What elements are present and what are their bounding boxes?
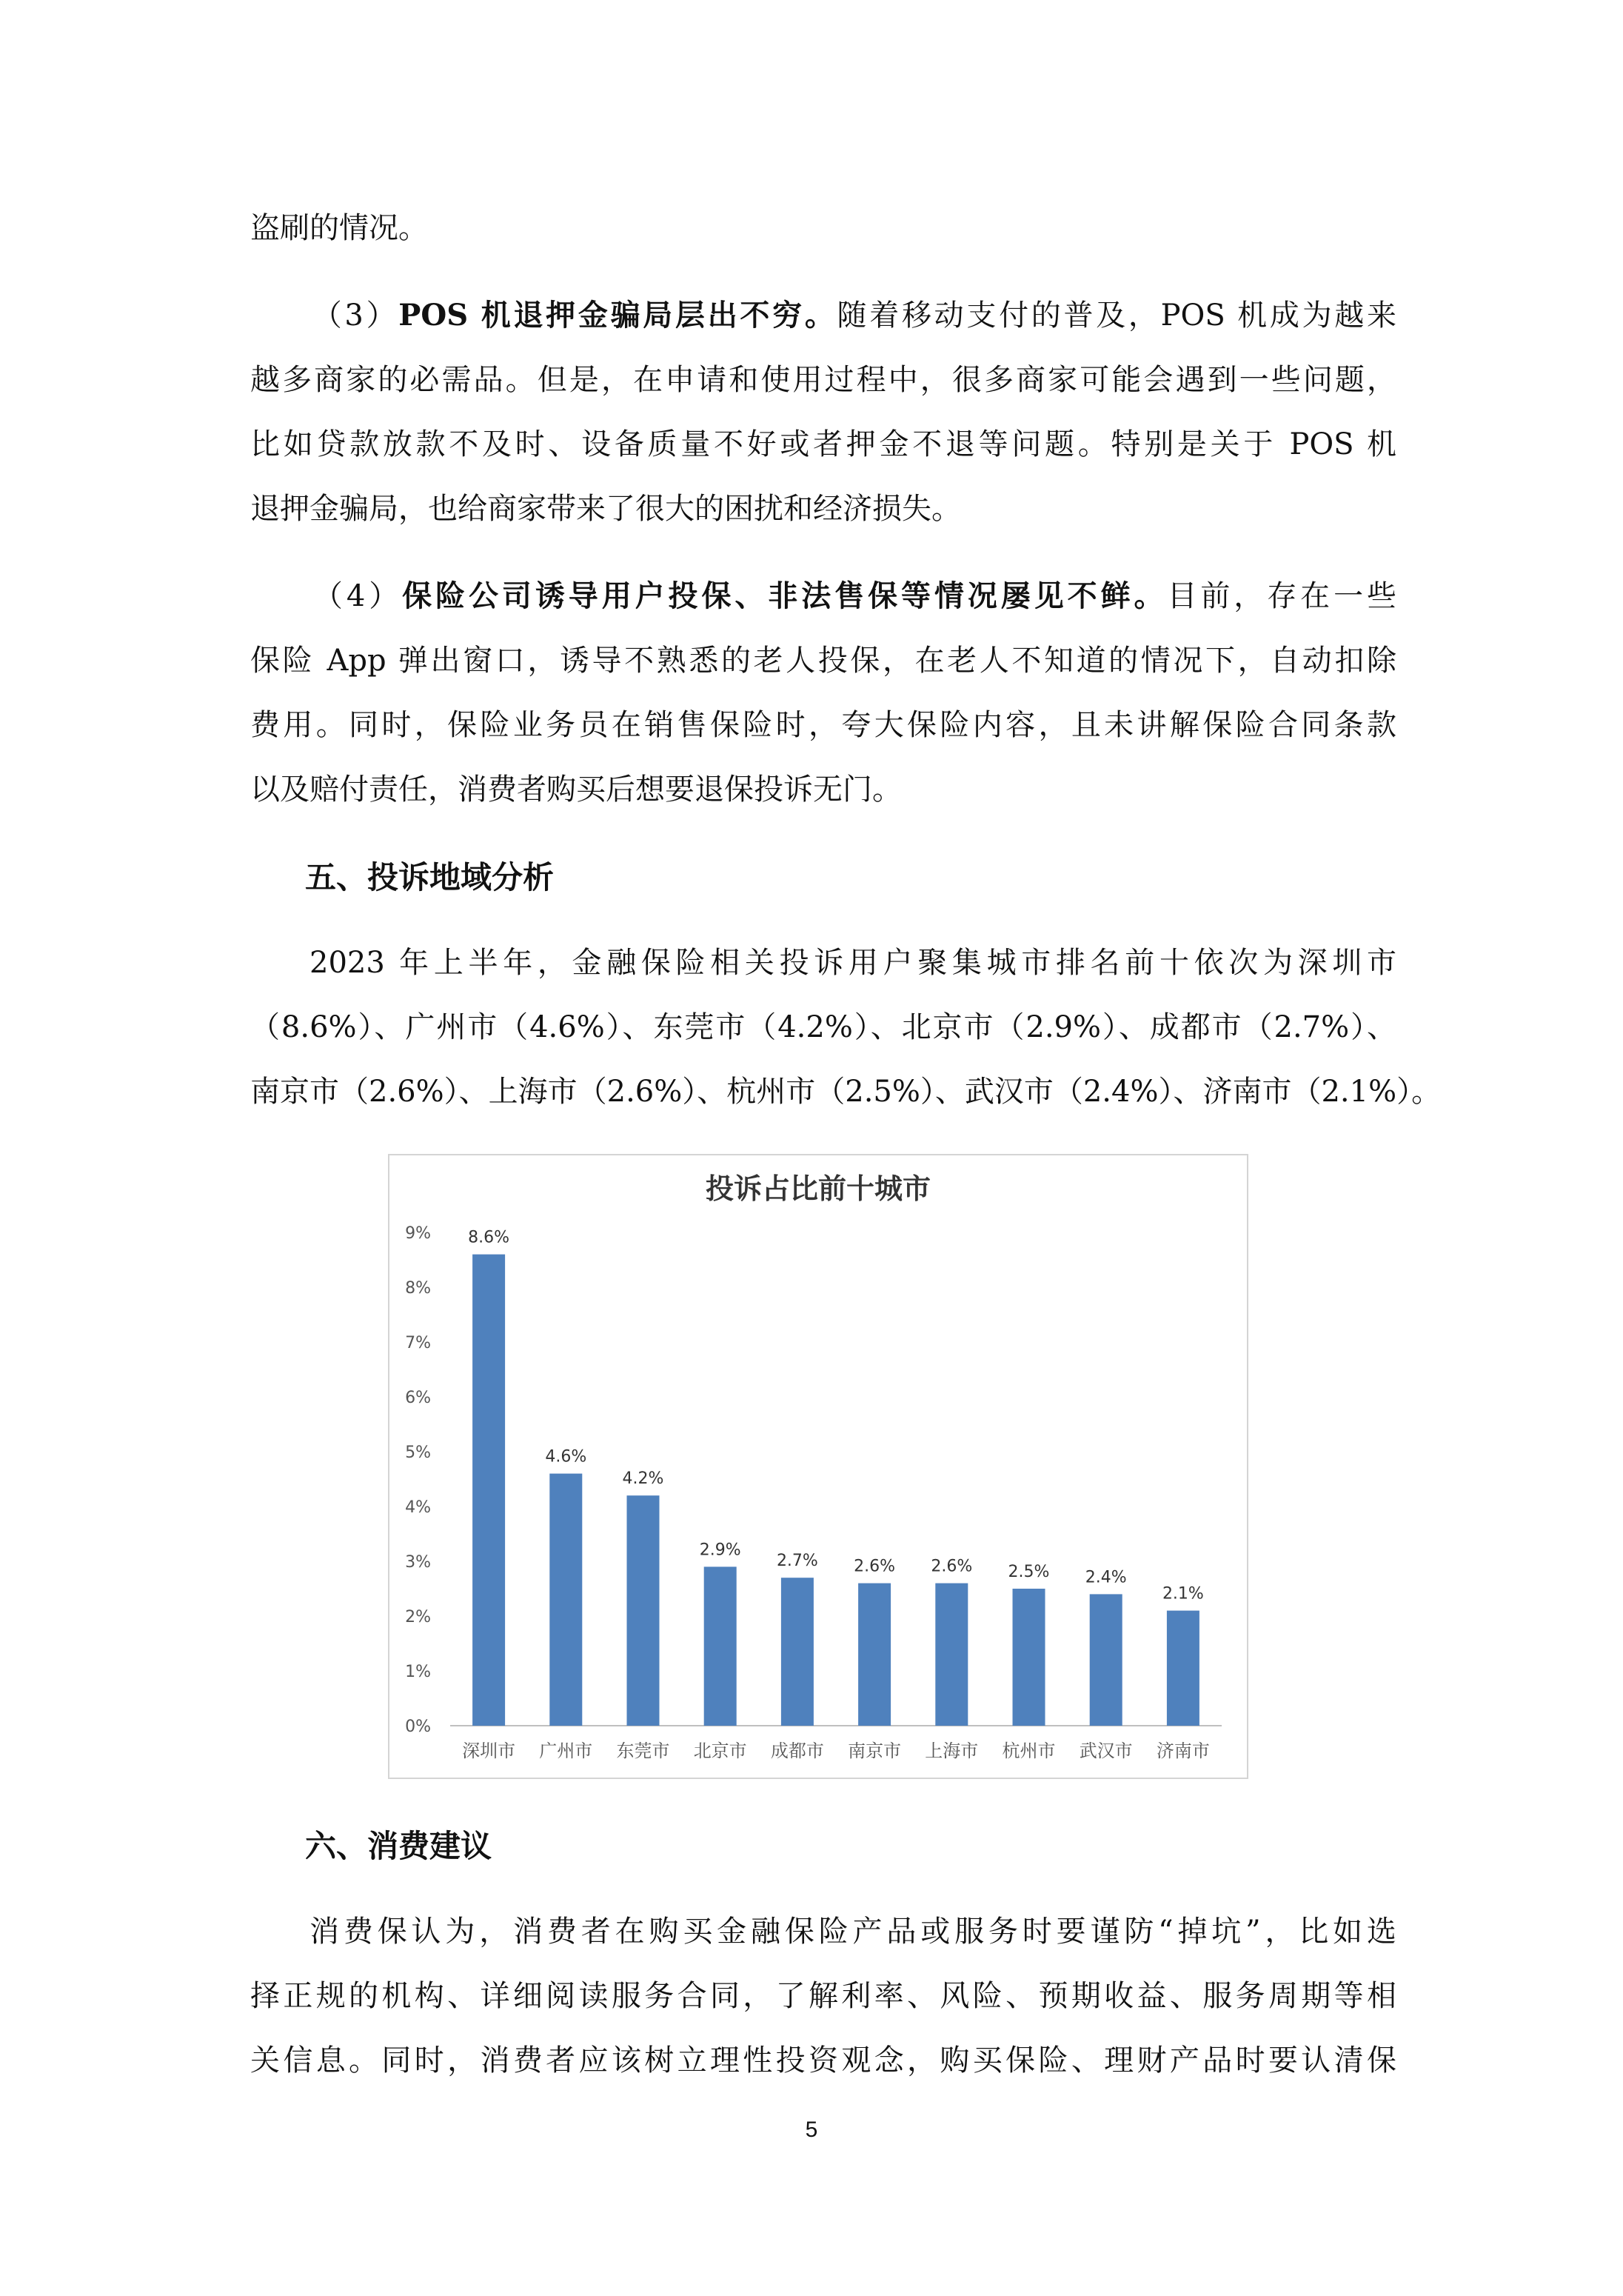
- paragraph-line: 退押金骗局，也给商家带来了很大的困扰和经济损失。: [250, 492, 961, 526]
- x-tick-label: 北京市: [693, 1741, 747, 1761]
- page-number: 5: [805, 2118, 818, 2142]
- paragraph-line: 消费保认为，消费者在购买金融保险产品或服务时要谨防“掉坑”，比如选: [309, 1915, 1396, 1949]
- paragraph-line: 择正规的机构、详细阅读服务合同，了解利率、风险、预期收益、服务周期等相: [250, 1979, 1396, 2013]
- paragraph-line: 费用。同时，保险业务员在销售保险时，夸大保险内容，且未讲解保险合同条款: [250, 708, 1396, 742]
- bar-6: [858, 1583, 891, 1726]
- y-tick-label: 4%: [405, 1498, 431, 1517]
- x-tick-label: 深圳市: [462, 1741, 516, 1761]
- data-label: 2.7%: [776, 1552, 818, 1571]
- bar-4: [704, 1566, 737, 1726]
- paragraph-line: 2023 年上半年，金融保险相关投诉用户聚集城市排名前十依次为深圳市: [309, 946, 1396, 980]
- city-complaint-chart: [388, 1154, 1248, 1779]
- y-tick-label: 8%: [405, 1279, 431, 1298]
- paragraph-line: 以及赔付责任，消费者购买后想要退保投诉无门。: [250, 772, 902, 807]
- bar-10: [1167, 1611, 1199, 1726]
- x-tick-label: 武汉市: [1079, 1741, 1133, 1761]
- y-tick-label: 3%: [405, 1553, 431, 1572]
- data-label: 2.5%: [1008, 1563, 1050, 1581]
- y-tick-label: 0%: [405, 1718, 431, 1736]
- item-number-4: （4）: [309, 579, 403, 613]
- item-3-heading: POS 机退押金骗局层出不穷。: [398, 298, 837, 333]
- paragraph-line: （8.6%）、广州市（4.6%）、东莞市（4.2%）、北京市（2.9%）、成都市（2.7%）、: [250, 1010, 1396, 1044]
- bar-2: [549, 1474, 582, 1726]
- data-label: 8.6%: [468, 1228, 510, 1247]
- x-tick-label: 上海市: [925, 1741, 979, 1761]
- item-number-3: （3）: [309, 298, 399, 333]
- paragraph-4-first-line: [250, 578, 1396, 614]
- section-heading-6: 六、消费建议: [305, 1828, 492, 1864]
- x-tick-label: 东莞市: [616, 1741, 670, 1761]
- y-tick-label: 5%: [405, 1444, 431, 1462]
- data-label: 4.2%: [622, 1469, 664, 1489]
- data-label: 2.1%: [1162, 1584, 1204, 1603]
- data-label: 2.6%: [854, 1557, 896, 1576]
- x-tick-label: 广州市: [539, 1741, 593, 1761]
- paragraph-line: 越多商家的必需品。但是，在申请和使用过程中，很多商家可能会遇到一些问题，: [250, 363, 1396, 397]
- y-tick-label: 9%: [405, 1224, 431, 1243]
- bar-3: [627, 1495, 660, 1726]
- paragraph-line: 比如贷款放款不及时、设备质量不好或者押金不退等问题。特别是关于 POS 机: [250, 427, 1396, 461]
- x-tick-label: 济南市: [1156, 1741, 1210, 1761]
- bar-1: [472, 1255, 505, 1726]
- bar-5: [781, 1578, 814, 1726]
- x-tick-label: 成都市: [770, 1741, 824, 1761]
- bar-7: [935, 1583, 968, 1726]
- paragraph-line: 南京市（2.6%）、上海市（2.6%）、杭州市（2.5%）、武汉市（2.4%）、济南市（2.1%）。: [250, 1075, 1442, 1109]
- x-tick-label: 南京市: [848, 1741, 902, 1761]
- y-tick-label: 6%: [405, 1389, 431, 1407]
- y-tick-label: 2%: [405, 1608, 431, 1626]
- section-heading-5: 五、投诉地域分析: [305, 859, 555, 895]
- x-tick-label: 杭州市: [1002, 1741, 1056, 1761]
- chart-title: 投诉占比前十城市: [705, 1172, 931, 1205]
- item-4-heading: 保险公司诱导用户投保、非法售保等情况屡见不鲜。: [402, 578, 1168, 613]
- item-4-text: 目前，存在一些: [1167, 579, 1397, 613]
- data-label: 2.4%: [1085, 1568, 1127, 1587]
- bar-8: [1013, 1589, 1045, 1726]
- item-3-text: 随着移动支付的普及，POS 机成为越来: [837, 298, 1397, 333]
- data-label: 2.9%: [699, 1541, 741, 1560]
- paragraph-continuation: 盗刷的情况。: [250, 211, 428, 245]
- chart-canvas: [389, 1155, 1247, 1778]
- paragraph-3-first-line: [250, 298, 1396, 333]
- paragraph-line: 保险 App 弹出窗口，诱导不熟悉的老人投保，在老人不知道的情况下，自动扣除: [250, 644, 1396, 678]
- data-label: 4.6%: [545, 1447, 587, 1466]
- y-tick-label: 7%: [405, 1334, 431, 1352]
- data-label: 2.6%: [931, 1557, 973, 1576]
- y-tick-label: 1%: [405, 1663, 431, 1681]
- paragraph-line: 关信息。同时，消费者应该树立理性投资观念，购买保险、理财产品时要认清保: [250, 2043, 1396, 2078]
- bar-9: [1090, 1594, 1122, 1726]
